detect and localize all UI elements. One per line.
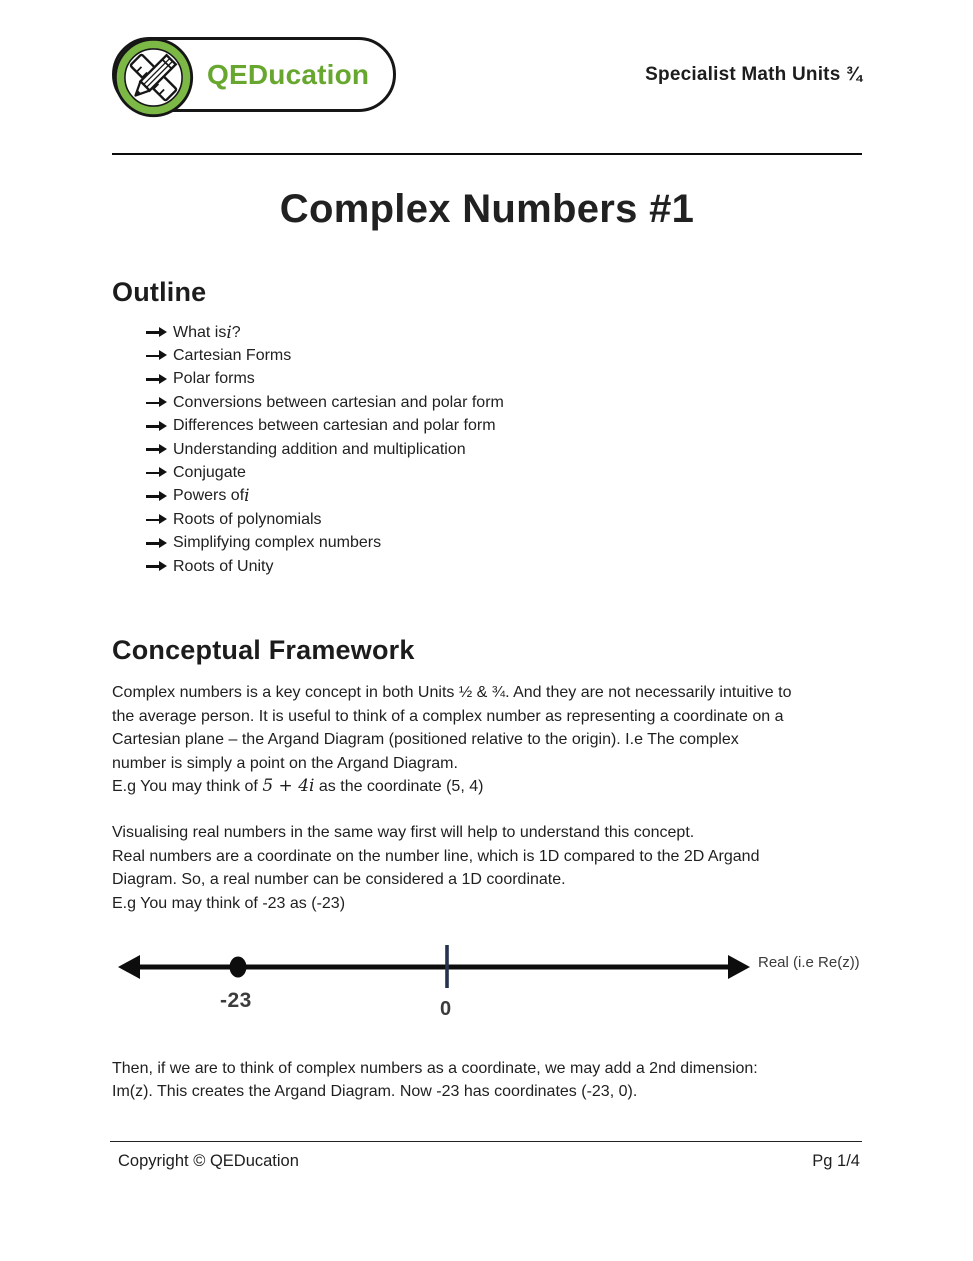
pencil-ruler-icon	[112, 36, 195, 119]
page-title: Complex Numbers #1	[279, 187, 695, 231]
item-text: Differences between cartesian and polar form	[173, 417, 496, 435]
page-number: Pg 1/4	[812, 1152, 860, 1170]
logo	[112, 37, 396, 112]
item-text: Simplifying complex numbers	[173, 534, 382, 552]
copyright-text: Copyright © QEDucation	[118, 1152, 299, 1170]
brand-name: QEDucation	[207, 58, 370, 90]
arrow-bullet-icon	[146, 448, 160, 451]
header-rule	[112, 153, 862, 155]
text-line: E.g You may think of 5 + 4i as the coordinate (5, 4)	[112, 775, 484, 796]
arrow-bullet-icon	[146, 519, 160, 522]
outline-item	[146, 415, 862, 438]
outline-item	[146, 461, 862, 484]
item-text: What is	[173, 323, 227, 341]
outline-heading: Outline	[112, 277, 207, 307]
paragraph-3	[112, 1057, 862, 1104]
arrow-bullet-icon	[146, 565, 160, 568]
text-line: number is simply a point on the Argand Diagram.	[112, 754, 458, 772]
math-i: i	[244, 486, 250, 507]
arrow-bullet-icon	[146, 331, 160, 334]
text-line: Real numbers are a coordinate on the number line, which is 1D compared to the 2D Argand	[112, 847, 760, 865]
text-line: Then, if we are to think of complex numbers as a coordinate, we may add a 2nd dimension:	[112, 1059, 758, 1077]
item-text: Conversions between cartesian and polar form	[173, 393, 504, 411]
outline-item	[146, 368, 862, 391]
item-text: Powers of	[173, 487, 245, 505]
outline-item	[146, 555, 862, 578]
arrow-bullet-icon	[146, 542, 160, 545]
outline-item	[146, 344, 862, 367]
item-text: Conjugate	[173, 464, 246, 482]
text-line: Cartesian plane – the Argand Diagram (positioned relative to the origin). I.e The complex	[112, 731, 739, 749]
item-text: Roots of polynomials	[173, 510, 322, 528]
left-arrow-icon	[118, 955, 140, 979]
text-line: Complex numbers is a key concept in both Units ½ & ¾. And they are not necessarily intuitive to	[112, 684, 792, 702]
arrow-bullet-icon	[146, 402, 160, 405]
outline-item	[146, 438, 862, 461]
paragraph-1	[112, 681, 862, 798]
arrow-bullet-icon	[146, 495, 160, 498]
math-expression: 5 + 4i	[262, 775, 315, 796]
point-label: -23	[220, 988, 252, 1012]
framework-heading: Conceptual Framework	[112, 635, 415, 666]
right-arrow-icon	[728, 955, 750, 979]
outline-item	[146, 532, 862, 555]
outline-item	[146, 508, 862, 531]
course-title: Specialist Math Units ¾	[645, 63, 862, 85]
point-marker	[230, 956, 247, 977]
arrow-bullet-icon	[146, 355, 160, 358]
item-text: Roots of Unity	[173, 557, 274, 575]
number-line-figure	[112, 941, 862, 1036]
text-line: Visualising real numbers in the same way first will help to understand this concept.	[112, 824, 695, 842]
footer-rule	[110, 1141, 862, 1142]
item-text: Polar forms	[173, 370, 255, 388]
arrow-bullet-icon	[146, 378, 160, 381]
math-i: i	[226, 322, 232, 343]
item-text: Understanding addition and multiplication	[173, 440, 466, 458]
outline-list	[112, 321, 862, 578]
outline-item	[146, 391, 862, 414]
text-line: the average person. It is useful to think of a complex number as representing a coordinate on a	[112, 707, 784, 725]
paragraph-2	[112, 821, 862, 915]
text-line: Im(z). This creates the Argand Diagram. Now -23 has coordinates (-23, 0).	[112, 1083, 638, 1101]
axis-label: Real (i.e Re(z))	[758, 953, 860, 971]
footer	[118, 1152, 860, 1171]
arrow-bullet-icon	[146, 472, 160, 475]
origin-label: 0	[440, 997, 452, 1020]
item-text: Cartesian Forms	[173, 347, 292, 365]
text-line: E.g You may think of -23 as (-23)	[112, 894, 346, 912]
outline-item: What is i ?	[146, 321, 862, 344]
arrow-bullet-icon	[146, 425, 160, 428]
text-line: Diagram. So, a real number can be considered a 1D coordinate.	[112, 871, 566, 889]
header	[112, 0, 862, 112]
outline-item	[146, 485, 862, 508]
